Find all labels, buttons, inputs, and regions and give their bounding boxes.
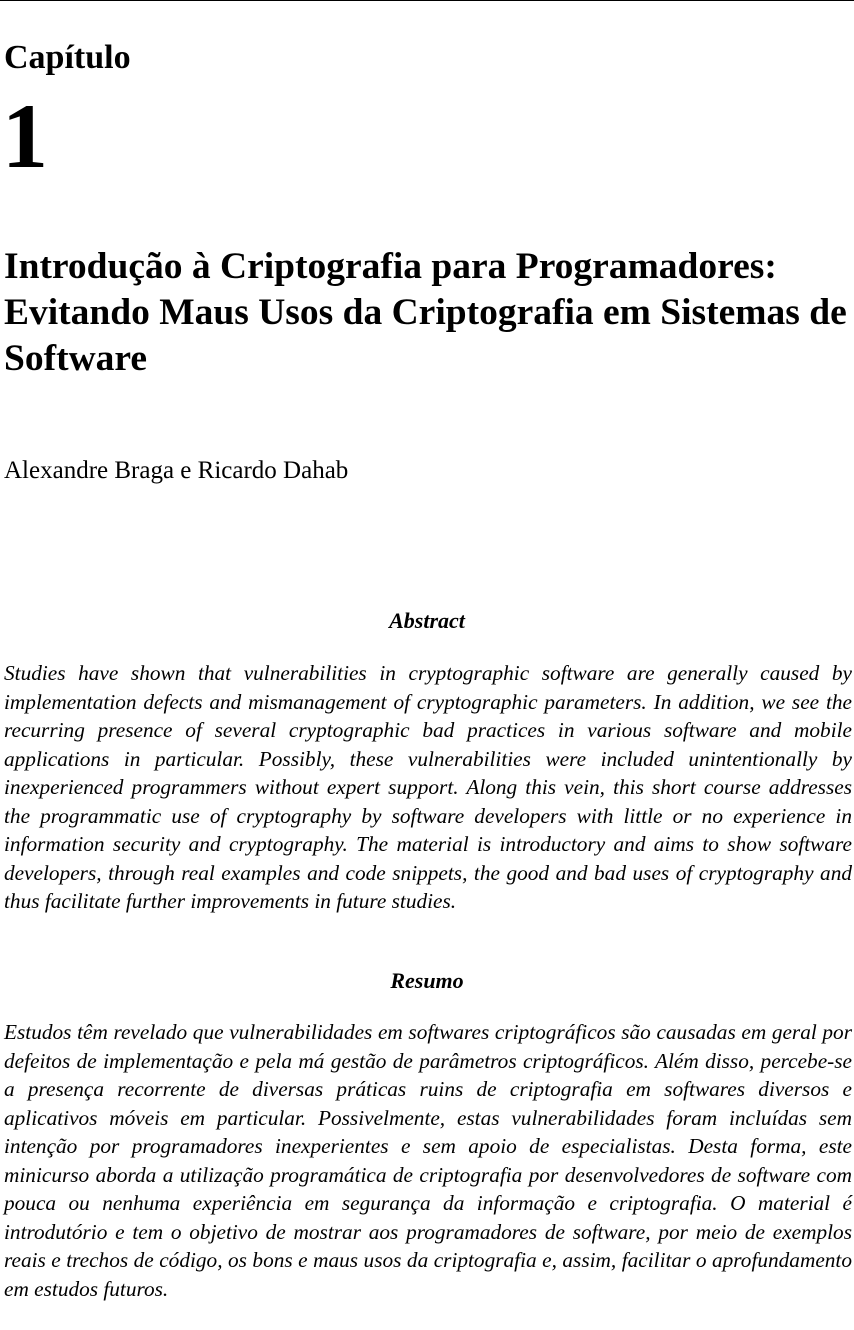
authors: Alexandre Braga e Ricardo Dahab	[4, 457, 349, 484]
top-rule	[0, 0, 854, 1]
resumo-heading: Resumo	[390, 968, 464, 993]
abstract-text: Studies have shown that vulnerabilities in cryptographic software are generally caused by implementation defects and mismanagement of cryptographic parameters. In addition, we see the recurring presence of several cryptographic bad practices in various software and mobile applications in particular. Possibly, these vulnerabilities were included unintentionally by inexperienced programmers without expert support. Along this vein, this short course addresses the programmatic use of cryptography by software developers with little or no experience in information security and cryptography. The material is introductory and aims to show software developers, through real examples and code snippets, the good and bad uses of cryptography and thus facilitate further improvements in future studies.	[4, 661, 852, 913]
abstract-heading: Abstract	[389, 608, 465, 633]
chapter-label: Capítulo	[4, 39, 131, 76]
resumo-text: Estudos têm revelado que vulnerabilidades em softwares criptográficos são causadas em geral por defeitos de implementação e pela má gestão de parâmetros criptográficos. Além disso, percebe-se a presença recorrente de diversas práticas ruins de criptografia em softwares diversos e aplicativos móveis em particular. Possivelmente, estas vulnerabilidades foram incluídas sem intenção por programadores inexperientes e sem apoio de especialistas. Desta forma, este minicurso aborda a utilização programática de criptografia por desenvolvedores de software com pouca ou nenhuma experiência em segurança da informação e criptografia. O material é introdutório e tem o objetivo de mostrar aos programadores de software, por meio de exemplos reais e trechos de código, os bons e maus usos da criptografia e, assim, facilitar o aprofundamento em estudos futuros.	[4, 1020, 852, 1301]
chapter-number: 1	[2, 85, 48, 187]
chapter-title: Introdução à Criptografia para Programadores: Evitando Maus Usos da Criptografia em Sistemas de Software	[4, 246, 847, 379]
